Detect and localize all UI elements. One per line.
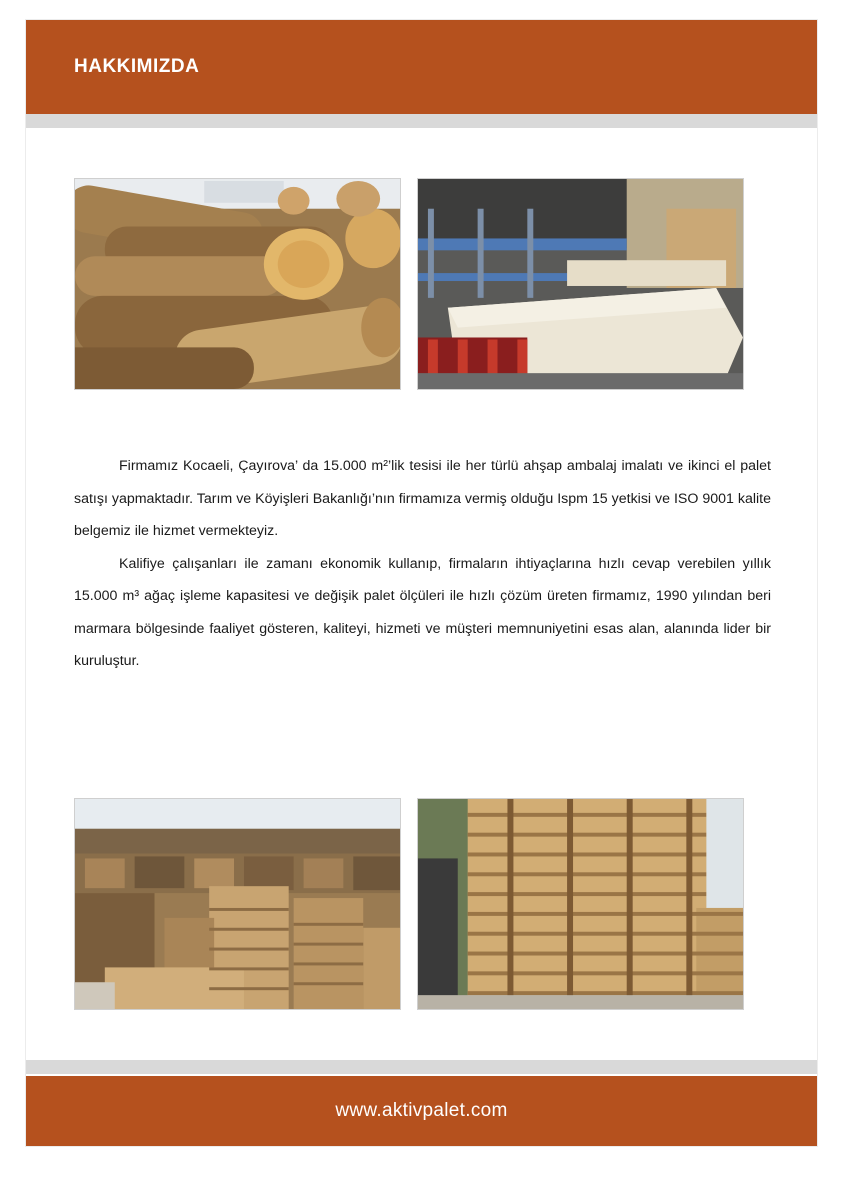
about-paragraph-2: Kalifiye çalışanları ile zamanı ekonomik kullanıp, firmaların ihtiyaçlarına hızlı cevap verebilen yıllık 15.000 m³ ağaç işleme kapasitesi ve değişik palet ölçüleri ile hızlı çözüm üreten firmamız, 1990 yılından beri marmara bölgesinde faaliyet gösteren, kaliteyi, hizmeti ve müşteri memnuniyetini esas alan, alanında lider bir kuruluştur. xyxy=(74,555,771,669)
pallet-stacks-photo xyxy=(417,798,744,1010)
header-bar xyxy=(26,20,817,114)
about-text xyxy=(74,450,771,678)
footer-bar xyxy=(26,1076,817,1146)
brochure-page xyxy=(26,20,817,1146)
about-paragraph-1: Firmamız Kocaeli, Çayırova’ da 15.000 m²’lik tesisi ile her türlü ahşap ambalaj imalatı ve ikinci el palet satışı yapmaktadır. Tarım ve Köyişleri Bakanlığı’nın firmamıza vermiş olduğu Ispm 15 yetkisi ve ISO 9001 kalite belgemiz ile hizmet vermekteyiz. xyxy=(74,458,771,539)
header-divider xyxy=(26,114,817,128)
wooden-logs-photo xyxy=(74,178,401,390)
pallet-machine-photo xyxy=(417,178,744,390)
page-title: HAKKIMIZDA xyxy=(74,56,200,77)
website-link[interactable]: www.aktivpalet.com xyxy=(335,1100,508,1121)
footer-divider xyxy=(26,1060,817,1074)
pallet-yard-photo xyxy=(74,798,401,1010)
